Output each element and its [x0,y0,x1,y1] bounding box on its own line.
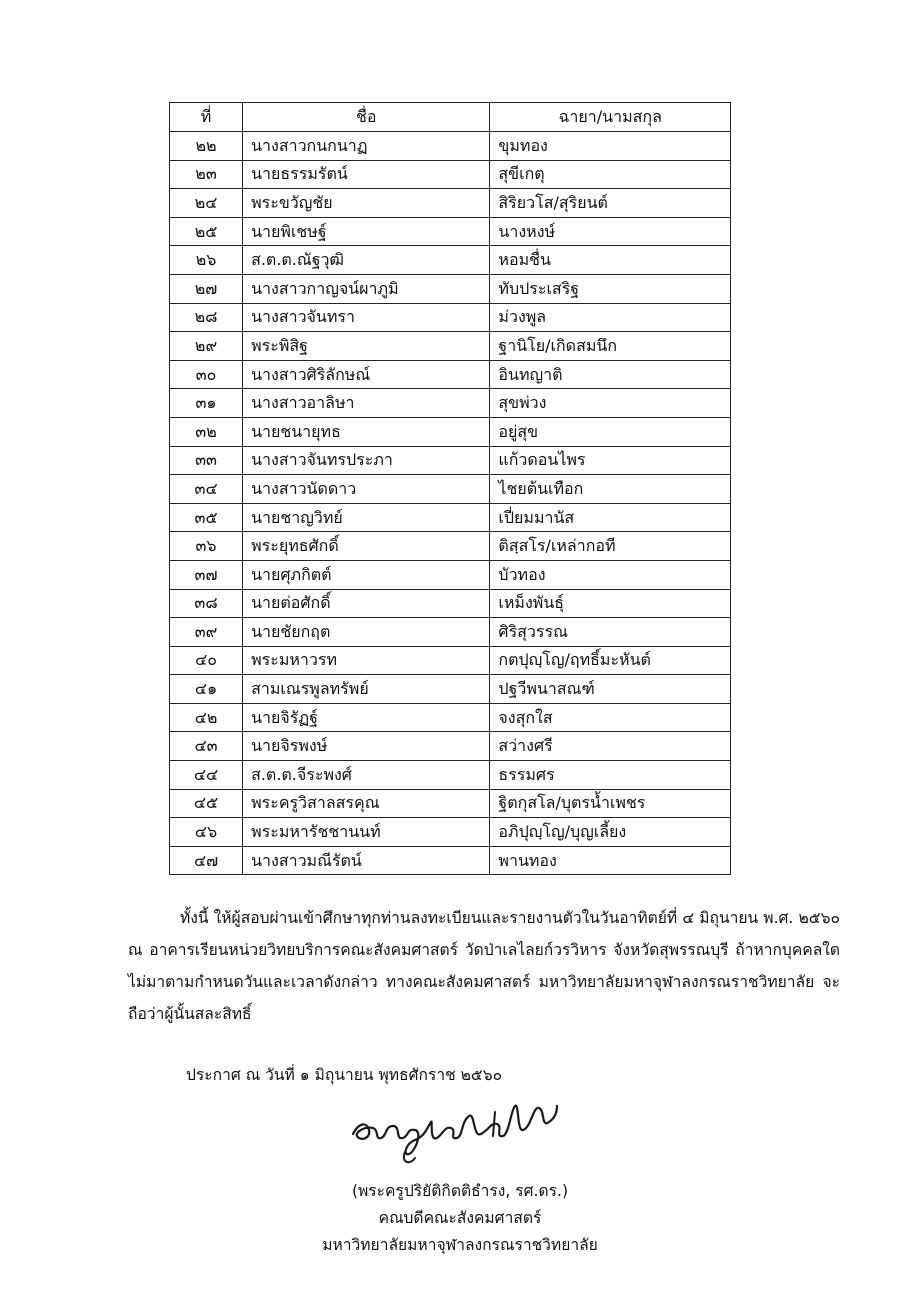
row-number: ๒๘ [170,303,243,332]
row-surname: หอมชื่น [490,246,731,275]
row-surname: กตปุญฺโญ/ฤทธิ์มะหันต์ [490,646,731,675]
table-row [170,732,731,761]
row-number: ๓๘ [170,589,243,618]
row-name: นางสาวอาลิษา [243,389,490,418]
row-surname: ม่วงพูล [490,303,731,332]
table-row [170,160,731,189]
row-name: นางสาวจันทรา [243,303,490,332]
table-row [170,589,731,618]
row-surname: ไชยต้นเทือก [490,475,731,504]
row-surname: แก้วดอนไพร [490,446,731,475]
row-name: พระมหารัชชานนท์ [243,818,490,847]
header-surname: ฉายา/นามสกุล [490,103,731,132]
row-surname: ขุมทอง [490,132,731,161]
table-row [170,446,731,475]
table-row [170,846,731,875]
header-number: ที่ [170,103,243,132]
row-surname: ติสฺสโร/เหล่ากอที [490,532,731,561]
header-name: ชื่อ [243,103,490,132]
row-name: นายพิเชษฐ์ [243,217,490,246]
table-row [170,360,731,389]
table-row [170,332,731,361]
row-surname: สุขพ่วง [490,389,731,418]
row-number: ๔๕ [170,789,243,818]
row-surname: ทับประเสริฐ [490,274,731,303]
row-surname: บัวทอง [490,560,731,589]
row-name: นางสาวกนกนาฏ [243,132,490,161]
row-name: พระขวัญชัย [243,189,490,218]
row-name: นายจิรพงษ์ [243,732,490,761]
row-surname: ธรรมศร [490,761,731,790]
row-number: ๒๔ [170,189,243,218]
row-name: นายธรรมรัตน์ [243,160,490,189]
row-surname: อภิปุญฺโญ/บุญเลี้ยง [490,818,731,847]
table-row [170,761,731,790]
row-name: พระยุทธศักดิ์ [243,532,490,561]
signer-organization: มหาวิทยาลัยมหาจุฬาลงกรณราชวิทยาลัย [322,1236,598,1254]
row-name: พระมหาวรท [243,646,490,675]
row-name: นายชัยกฤต [243,618,490,647]
row-number: ๒๓ [170,160,243,189]
row-name: ส.ต.ต.ณัฐวุฒิ [243,246,490,275]
row-number: ๒๕ [170,217,243,246]
table-row [170,789,731,818]
table-row [170,189,731,218]
row-name: สามเณรพูลทรัพย์ [243,675,490,704]
row-name: นางสาวมณีรัตน์ [243,846,490,875]
row-name: นายชาญวิทย์ [243,503,490,532]
row-name: นางสาวศิริลักษณ์ [243,360,490,389]
row-number: ๓๙ [170,618,243,647]
row-surname: อินทญาติ [490,360,731,389]
row-surname: สิริยวโส/สุริยนต์ [490,189,731,218]
row-surname: สุขีเกตุ [490,160,731,189]
table-row [170,618,731,647]
table-row [170,274,731,303]
row-surname: ฐานิโย/เกิดสมนึก [490,332,731,361]
row-number: ๓๓ [170,446,243,475]
table-row [170,246,731,275]
row-number: ๒๙ [170,332,243,361]
handwritten-signature [345,1092,565,1176]
table-body [170,132,731,875]
row-surname: เหม็งพันธุ์ [490,589,731,618]
row-surname: สว่างศรี [490,732,731,761]
table-row [170,532,731,561]
row-number: ๓๑ [170,389,243,418]
row-name: พระพิสิฐ [243,332,490,361]
row-number: ๒๗ [170,274,243,303]
row-number: ๓๒ [170,417,243,446]
row-name: นายต่อศักดิ์ [243,589,490,618]
row-number: ๔๗ [170,846,243,875]
row-number: ๔๒ [170,703,243,732]
signer-name: (พระครูปริยัติกิตติธำรง, รศ.ดร.) [351,1182,569,1200]
row-name: พระครูวิสาลสรคุณ [243,789,490,818]
paragraph-text: ทั้งนี้ ให้ผู้สอบผ่านเข้าศึกษาทุกท่านลงทะเบียนและรายงานตัวในวันอาทิตย์ที่ ๔ มิถุนายน พ.ศ. ๒๕๖๐ ณ อาคารเรียนหน่วยวิทยบริการคณะสังคมศาสตร์ วัดป่าเลไลยก์วรวิหาร จังหวัดสุพรรณบุรี ถ้าหากบุคคลใดไม่มาตามกำหนดวันและเวลาดังกล่าว ทางคณะสังคมศาสตร์ มหาวิทยาลัยมหาจุฬาลงกรณราชวิทยาลัย จะถือว่าผู้นั้นสละสิทธิ์ [128,909,840,1023]
row-number: ๒๒ [170,132,243,161]
table-header-row [170,103,731,132]
announcement-date: ประกาศ ณ วันที่ ๑ มิถุนายน พุทธศักราช ๒๕๖๐ [186,1066,503,1084]
row-surname: ปฐวีพนาสณฑ์ [490,675,731,704]
row-name: นายศุภกิตต์ [243,560,490,589]
row-surname: ฐิตกุสโล/บุตรน้ำเพชร [490,789,731,818]
registration-paragraph [128,902,840,1030]
row-number: ๔๑ [170,675,243,704]
row-name: ส.ต.ต.จีระพงศ์ [243,761,490,790]
row-number: ๔๔ [170,761,243,790]
row-surname: นางหงษ์ [490,217,731,246]
table-row [170,818,731,847]
row-number: ๒๖ [170,246,243,275]
row-number: ๔๓ [170,732,243,761]
table-row [170,417,731,446]
row-number: ๓๕ [170,503,243,532]
row-number: ๔๖ [170,818,243,847]
row-surname: พานทอง [490,846,731,875]
row-number: ๓๗ [170,560,243,589]
row-surname: อยู่สุข [490,417,731,446]
row-surname: ศิริสุวรรณ [490,618,731,647]
table-row [170,303,731,332]
table-row [170,675,731,704]
row-number: ๓๖ [170,532,243,561]
table-row [170,389,731,418]
row-surname: จงสุกใส [490,703,731,732]
row-name: นายจิรัฏฐ์ [243,703,490,732]
table-row [170,646,731,675]
row-number: ๔๐ [170,646,243,675]
row-surname: เปี่ยมมานัส [490,503,731,532]
registrant-table [169,102,731,875]
table-row [170,560,731,589]
row-name: นางสาวนัดดาว [243,475,490,504]
row-number: ๓๔ [170,475,243,504]
table-row [170,217,731,246]
row-name: นางสาวกาญจน์ผาภูมิ [243,274,490,303]
row-name: นายชนายุทธ [243,417,490,446]
table-row [170,132,731,161]
table-row [170,503,731,532]
row-number: ๓๐ [170,360,243,389]
row-name: นางสาวจันทรประภา [243,446,490,475]
table-row [170,475,731,504]
table-row [170,703,731,732]
signer-position: คณบดีคณะสังคมศาสตร์ [378,1209,542,1227]
